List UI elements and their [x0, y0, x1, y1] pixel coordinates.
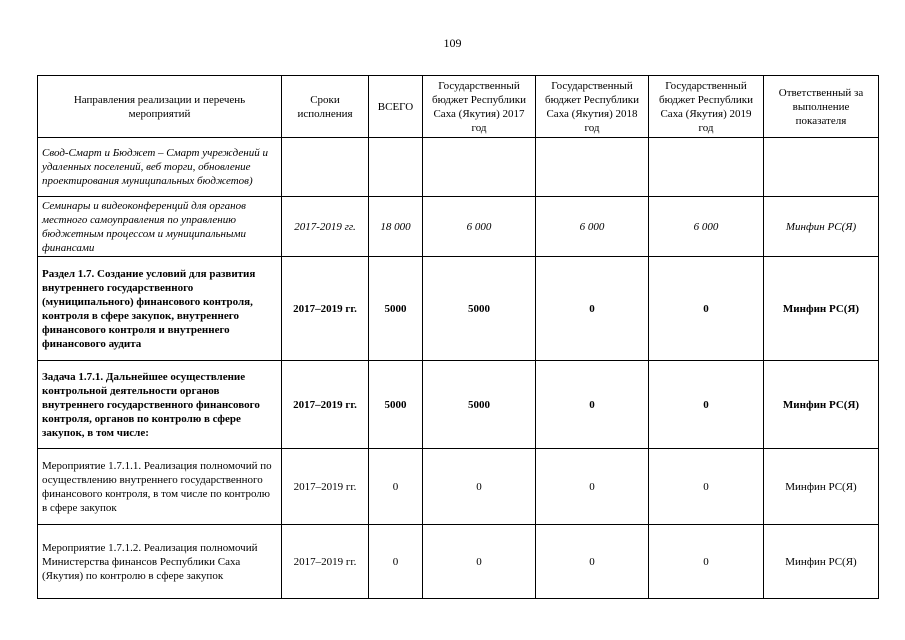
table-row [38, 197, 879, 257]
header-period: Сроки исполнения [282, 76, 369, 138]
cell-total: 5000 [369, 257, 423, 361]
cell-2019: 0 [649, 361, 764, 449]
cell-2017: 6 000 [423, 197, 536, 257]
cell-period: 2017–2019 гг. [282, 525, 369, 599]
cell-responsible: Минфин РС(Я) [764, 257, 879, 361]
cell-2019: 6 000 [649, 197, 764, 257]
cell-period [282, 138, 369, 197]
cell-responsible: Минфин РС(Я) [764, 449, 879, 525]
cell-responsible: Минфин РС(Я) [764, 197, 879, 257]
cell-responsible [764, 138, 879, 197]
cell-responsible: Минфин РС(Я) [764, 361, 879, 449]
cell-2018: 0 [536, 257, 649, 361]
header-budget-2018: Государственный бюджет Республики Саха (Якутия) 2018 год [536, 76, 649, 138]
header-responsible: Ответственный за выполнение показателя [764, 76, 879, 138]
cell-2019: 0 [649, 525, 764, 599]
header-row [38, 76, 879, 138]
table-row [38, 449, 879, 525]
cell-direction: Мероприятие 1.7.1.1. Реализация полномочий по осуществлению внутреннего государственного финансового контроля, в том числе по контролю в сфере закупок [38, 449, 282, 525]
header-budget-2019: Государственный бюджет Республики Саха (Якутия) 2019 год [649, 76, 764, 138]
table-row [38, 257, 879, 361]
cell-direction: Мероприятие 1.7.1.2. Реализация полномочий Министерства финансов Республики Саха (Якутия) по контролю в сфере закупок [38, 525, 282, 599]
cell-2018: 0 [536, 361, 649, 449]
cell-2017: 5000 [423, 257, 536, 361]
cell-2018: 0 [536, 525, 649, 599]
cell-direction: Свод-Смарт и Бюджет – Смарт учреждений и удаленных поселений, веб торги, обновление проектирования муниципальных бюджетов) [38, 138, 282, 197]
cell-total: 5000 [369, 361, 423, 449]
cell-direction: Семинары и видеоконференций для органов местного самоуправления по управлению бюджетным процессом и муниципальными финансами [38, 197, 282, 257]
cell-2017: 5000 [423, 361, 536, 449]
page-number: 109 [443, 36, 462, 50]
cell-direction: Задача 1.7.1. Дальнейшее осуществление контрольной деятельности органов внутреннего государственного финансового контроля, органов по контролю в сфере закупок, в том числе: [38, 361, 282, 449]
cell-2017 [423, 138, 536, 197]
cell-2017: 0 [423, 525, 536, 599]
table-row [38, 138, 879, 197]
budget-table [37, 75, 879, 599]
table-row [38, 525, 879, 599]
header-budget-2017: Государственный бюджет Республики Саха (Якутия) 2017 год [423, 76, 536, 138]
cell-total: 0 [369, 449, 423, 525]
cell-period: 2017-2019 гг. [282, 197, 369, 257]
cell-2018: 6 000 [536, 197, 649, 257]
cell-period: 2017–2019 гг. [282, 257, 369, 361]
cell-2019: 0 [649, 257, 764, 361]
header-direction: Направления реализации и перечень мероприятий [38, 76, 282, 138]
cell-total: 0 [369, 525, 423, 599]
cell-responsible: Минфин РС(Я) [764, 525, 879, 599]
cell-2019: 0 [649, 449, 764, 525]
cell-direction: Раздел 1.7. Создание условий для развития внутреннего государственного (муниципального) финансового контроля, контроля в сфере закупок, внутреннего финансового контроля и внутреннего финансового аудита [38, 257, 282, 361]
table-row [38, 361, 879, 449]
cell-2018: 0 [536, 449, 649, 525]
cell-2017: 0 [423, 449, 536, 525]
cell-total: 18 000 [369, 197, 423, 257]
cell-2019 [649, 138, 764, 197]
cell-2018 [536, 138, 649, 197]
header-total: ВСЕГО [369, 76, 423, 138]
cell-total [369, 138, 423, 197]
cell-period: 2017–2019 гг. [282, 361, 369, 449]
cell-period: 2017–2019 гг. [282, 449, 369, 525]
